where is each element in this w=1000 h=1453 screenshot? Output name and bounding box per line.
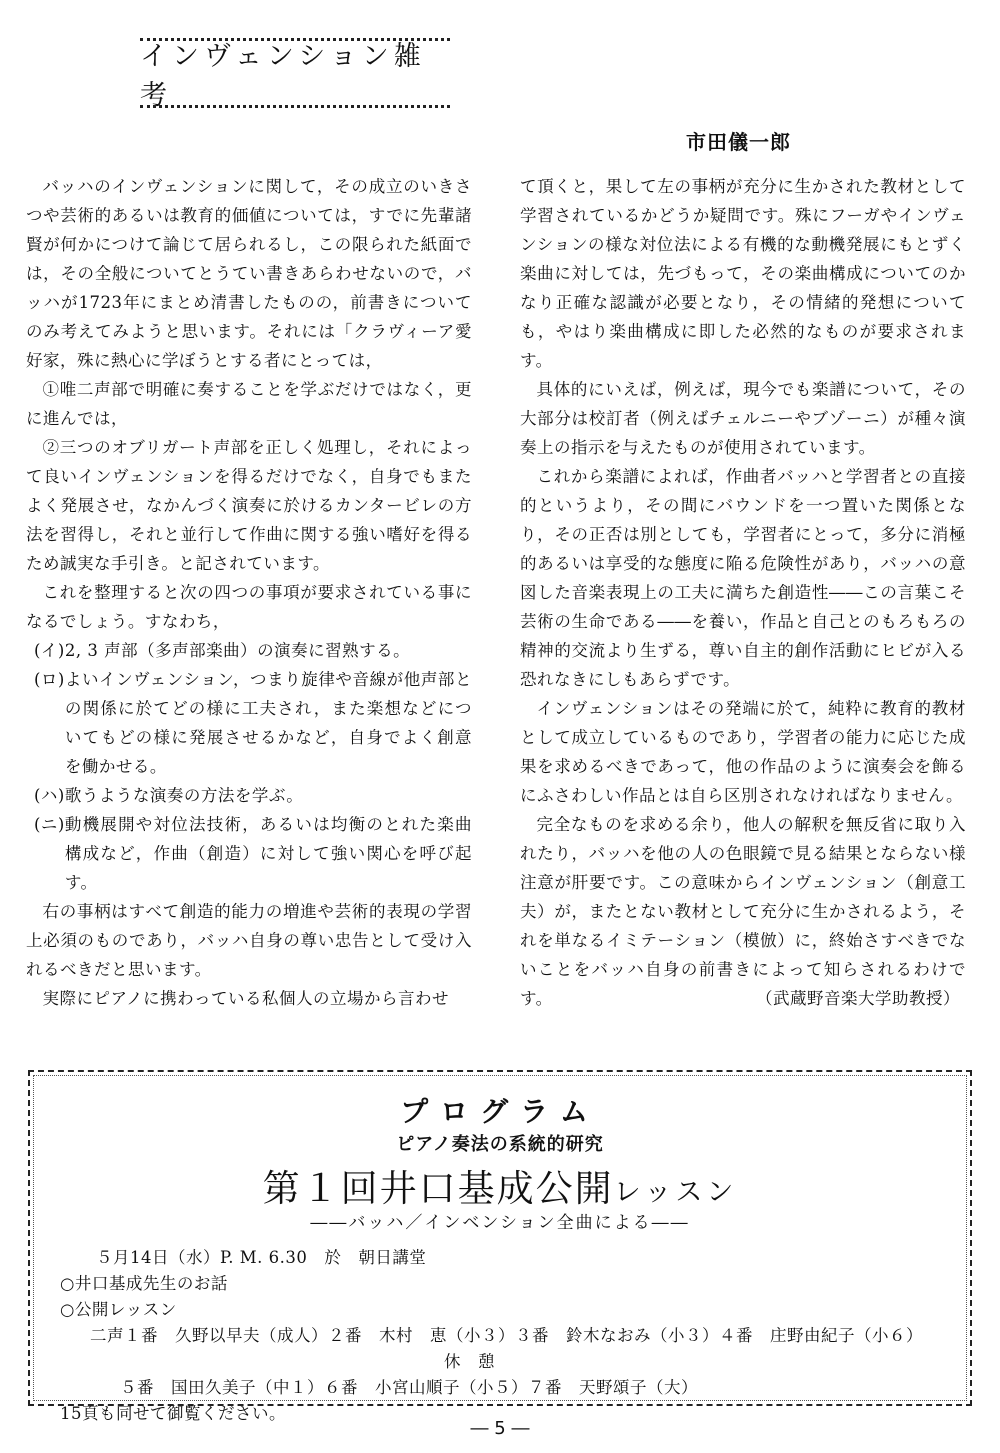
list-item bbox=[26, 781, 472, 810]
paragraph-text: インヴェンションはその発端に於て，純粋に教育的教材として成立しているものであり，学習者の能力に応じた成果を求めるべきであって，他の作品のように演奏会を飾るにふさわしい作品とは自ら区別されなければなりません。 bbox=[520, 699, 966, 805]
list-marker: (ロ) bbox=[34, 670, 65, 689]
list-text: 2, 3 声部（多声部楽曲）の演奏に習熟する。 bbox=[64, 641, 411, 660]
list-item bbox=[26, 636, 472, 665]
list-text: 動機展開や対位法技術，あるいは均衡のとれた楽曲構成など，作曲（創造）に対して強い関心を呼び起す。 bbox=[64, 815, 472, 892]
paragraph bbox=[520, 694, 966, 810]
program-note: 15頁も同せて御覧ください。 bbox=[60, 1404, 286, 1423]
paragraph-text: 完全なものを求める余り，他人の解釈を無反省に取り入れたり，バッハを他の人の色眼鏡で見る結果とならない様注意が肝要です。この意味からインヴェンション（創意工夫）が，またとない教材として充分に生かされるよう，それを単なるイミテーション（模倣）に，終始さすべきでないことをバッハ自身の前書きによって知らされるわけです。 bbox=[520, 815, 966, 1008]
program-intermission: 休 憩 bbox=[444, 1352, 495, 1371]
paragraph-text: これを整理すると次の四つの事項が要求されている事になるでしょう。すなわち， bbox=[26, 583, 472, 631]
paragraph-text: て頂くと，果して左の事柄が充分に生かされた教材として学習されているかどうか疑問です。殊にフーガやインヴェンションの様な対位法による有機的な動機発展にもとずく楽曲に対しては，先づもって，その楽曲構成についてのかなり正確な認識が必要となり，その情緒的発想についても，やはり楽曲構成に即した必然的なものが要求されます。 bbox=[520, 177, 966, 370]
author-affiliation: （武蔵野音楽大学助教授） bbox=[756, 989, 960, 1008]
paragraph bbox=[520, 375, 966, 462]
program-main-title-text: 第１回井口基成公開 bbox=[262, 1167, 614, 1210]
paragraph bbox=[26, 433, 472, 578]
article-author: 市田儀一郎 bbox=[686, 130, 791, 154]
article-right-column bbox=[520, 172, 966, 1047]
paragraph bbox=[26, 897, 472, 984]
article-title: インヴェンション雑考 bbox=[140, 41, 426, 111]
program-item-lesson: ○公開レッスン bbox=[60, 1300, 177, 1319]
list-item bbox=[26, 665, 472, 781]
program-subtitle: ピアノ奏法の系統的研究 bbox=[396, 1134, 604, 1155]
list-marker: (ニ) bbox=[34, 815, 65, 834]
paragraph-text: 実際にピアノに携わっている私個人の立場から言わせ bbox=[42, 989, 450, 1008]
paragraph-text: 右の事柄はすべて創造的能力の増進や芸術的表現の学習上必須のものであり，バッハ自身の尊い忠告として受け入れるべきだと思います。 bbox=[26, 902, 472, 979]
paragraph bbox=[26, 375, 472, 433]
program-main-title-suffix: レッスン bbox=[613, 1177, 738, 1208]
paragraph bbox=[26, 172, 472, 375]
paragraph bbox=[520, 810, 966, 1013]
list-text: よいインヴェンション，つまり旋律や音線が他声部との関係に於てどの様に工夫され，また楽想などについてもどの様に発展させるかなど，自身でよく創意を働かせる。 bbox=[64, 670, 472, 776]
paragraph bbox=[26, 578, 472, 636]
paragraph-text: ①唯二声部で明確に奏することを学ぶだけではなく，更に進んでは， bbox=[26, 380, 472, 428]
program-date-line: ５月14日（水）P. M. 6.30 於 朝日講堂 bbox=[96, 1248, 427, 1267]
list-marker: (ハ) bbox=[34, 786, 65, 805]
paragraph bbox=[26, 984, 472, 1013]
article-title-frame bbox=[140, 38, 450, 111]
list-item bbox=[26, 810, 472, 897]
paragraph-text: 具体的にいえば，例えば，現今でも楽譜について，その大部分は校訂者（例えばチェルニーやブゾーニ）が種々演奏上の指示を与えたものが使用されています。 bbox=[520, 380, 966, 457]
paragraph-text: これから楽譜によれば，作曲者バッハと学習者との直接的というより，その間にバウンドを一つ置いた関係となり，その正否は別としても，学習者にとって，多分に消極的あるいは享受的な態度に陥る危険性があり，バッハの意図した音楽表現上の工夫に満ちた創造性――この言葉こそ芸術の生命である――を養い，作品と自己とのもろもろの精神的交流より生ずる，尊い自主的創作活動にヒビが入る恐れなきにしもあらずです。 bbox=[520, 467, 966, 689]
paragraph-text: バッハのインヴェンションに関して，その成立のいきさつや芸術的あるいは教育的価値については，すでに先輩諸賢が何かにつけて論じて居られるし，この限られた紙面では，その全般についてとうてい書きあらわせないので，バッハが1723年にまとめ清書したものの，前書きについてのみ考えてみようと思います。それには「クラヴィーア愛好家，殊に熱心に学ぼうとする者にとっては， bbox=[26, 177, 472, 370]
article-left-column bbox=[26, 172, 472, 1047]
program-lesson-line-2: ５番 国田久美子（中１）６番 小宮山順子（小５）７番 天野頌子（大） bbox=[120, 1378, 698, 1397]
program-tagline: ――バッハ／インベンション全曲による―― bbox=[310, 1213, 690, 1233]
program-main-title bbox=[30, 1158, 970, 1212]
program-item-talk: ○井口基成先生のお話 bbox=[60, 1274, 228, 1293]
paragraph bbox=[520, 172, 966, 375]
program-box bbox=[28, 1070, 972, 1423]
paragraph-text: ②三つのオブリガート声部を正しく処理し，それによって良いインヴェンションを得るだけでなく，自身でもまたよく発展させ，なかんづく演奏に於けるカンタービレの方法を習得し，それと並行して作曲に関する強い嗜好を得るため誠実な手引き。と記されています。 bbox=[26, 438, 472, 573]
paragraph bbox=[520, 462, 966, 694]
list-marker: (イ) bbox=[34, 641, 65, 660]
program-lesson-line-1: 二声１番 久野以早夫（成人）２番 木村 恵（小３）３番 鈴木なおみ（小３）４番 庄野由紀子（小６） bbox=[90, 1326, 923, 1345]
program-heading: プログラム bbox=[400, 1095, 600, 1128]
list-text: 歌うような演奏の方法を学ぶ。 bbox=[64, 786, 304, 805]
page-number: ― 5 ― bbox=[470, 1418, 530, 1439]
